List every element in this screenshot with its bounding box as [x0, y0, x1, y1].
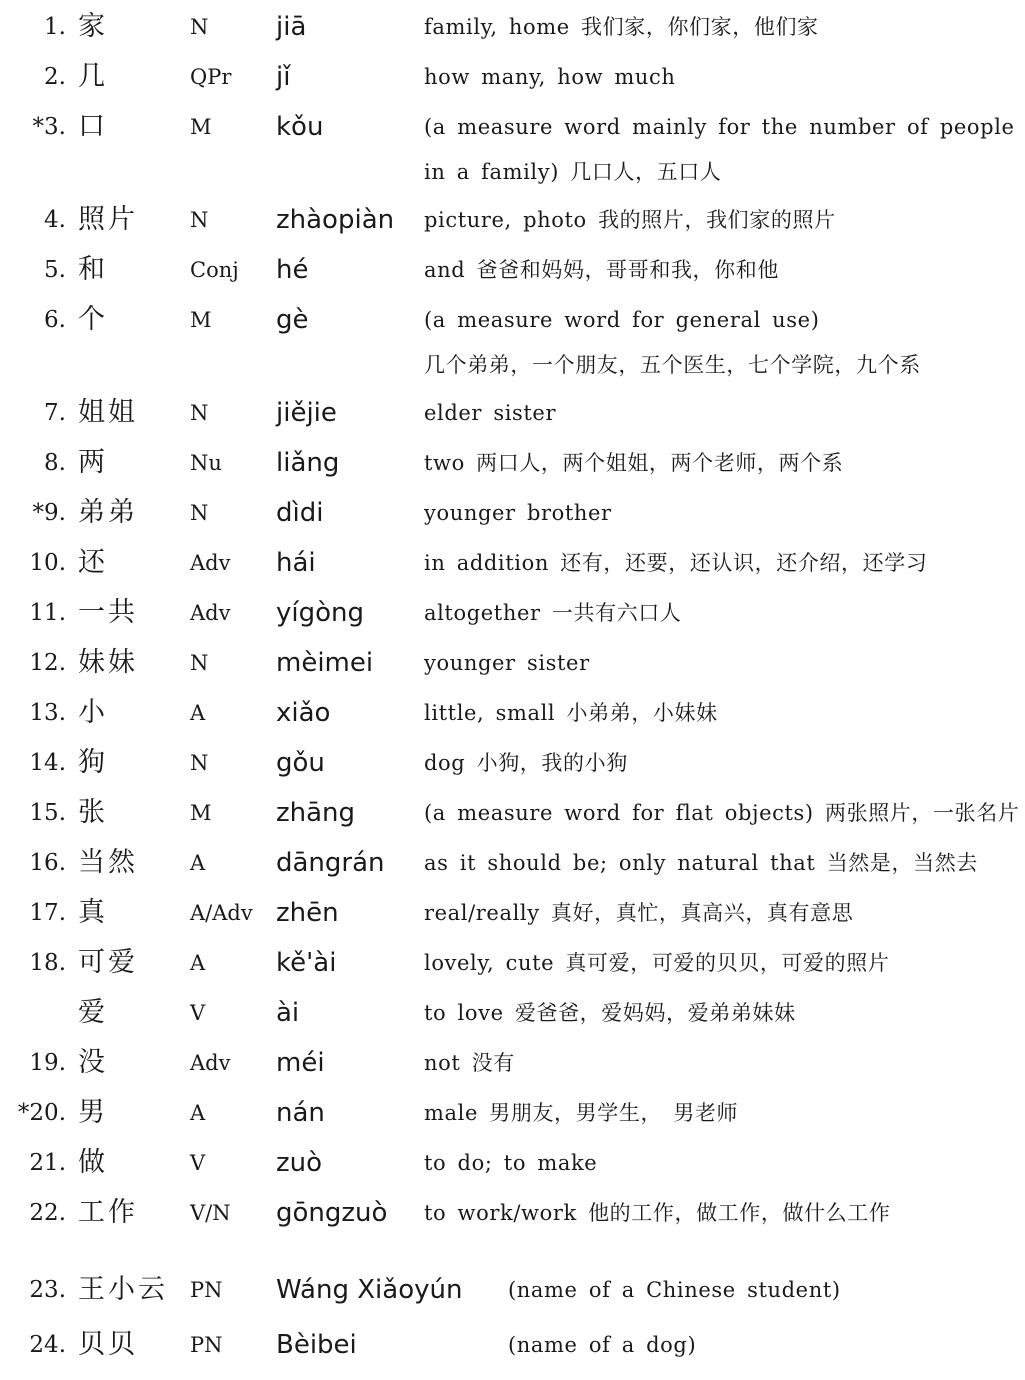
- entry-part-of-speech: A: [190, 1101, 206, 1125]
- entry-part-of-speech: V: [190, 1001, 206, 1025]
- entry-pinyin: kǒu: [276, 112, 324, 142]
- entry-gloss: real/really 真好，真忙，真高兴，真有意思: [424, 901, 854, 925]
- vocab-line: [0, 893, 1025, 933]
- vocab-line: [0, 1270, 1025, 1310]
- entry-word: 张: [78, 797, 108, 828]
- entry-word: 几: [78, 61, 108, 92]
- entry-word: 妹妹: [78, 647, 138, 678]
- entry-gloss: dog 小狗，我的小狗: [424, 751, 628, 775]
- entry-number: 21.: [29, 1150, 66, 1176]
- entry-pinyin: gōngzuò: [276, 1198, 388, 1228]
- entry-part-of-speech: N: [190, 651, 209, 675]
- vocab-line: [0, 1043, 1025, 1083]
- vocab-line: [0, 1193, 1025, 1233]
- entry-part-of-speech: QPr: [190, 65, 232, 89]
- entry-part-of-speech: A: [190, 851, 206, 875]
- vocab-line: [0, 345, 1025, 385]
- entry-pinyin: kě'ài: [276, 948, 337, 978]
- entry-part-of-speech: PN: [190, 1278, 223, 1302]
- entry-number: 16.: [29, 850, 66, 876]
- entry-gloss: as it should be; only natural that 当然是，当然去: [424, 851, 978, 875]
- entry-part-of-speech: A/Adv: [190, 901, 253, 925]
- vocab-line: [0, 643, 1025, 683]
- entry-pinyin: méi: [276, 1048, 325, 1078]
- entry-number: 4.: [44, 207, 66, 233]
- vocab-line: [0, 793, 1025, 833]
- entry-part-of-speech: N: [190, 501, 209, 525]
- entry-word: 一共: [78, 597, 138, 628]
- entry-gloss: younger sister: [424, 651, 590, 675]
- entry-part-of-speech: Nu: [190, 451, 222, 475]
- vocab-line: [0, 843, 1025, 883]
- entry-number: 1.: [44, 14, 66, 40]
- entry-gloss: not 没有: [424, 1051, 515, 1075]
- vocab-line: [0, 200, 1025, 240]
- entry-gloss: to love 爱爸爸，爱妈妈，爱弟弟妹妹: [424, 1001, 796, 1025]
- entry-gloss: (name of a dog): [508, 1333, 697, 1357]
- entry-word: 和: [78, 254, 108, 285]
- entry-gloss: to work/work 他的工作，做工作，做什么工作: [424, 1201, 891, 1225]
- entry-number: 6.: [44, 307, 66, 333]
- entry-word: 个: [78, 304, 108, 335]
- vocab-line: [0, 152, 1025, 192]
- vocab-line: [0, 493, 1025, 533]
- entry-pinyin: nán: [276, 1098, 325, 1128]
- entry-gloss: elder sister: [424, 401, 557, 425]
- entry-part-of-speech: M: [190, 308, 212, 332]
- entry-word: 贝贝: [78, 1329, 138, 1360]
- entry-pinyin: zhēn: [276, 898, 339, 928]
- entry-gloss: in a family) 几口人，五口人: [424, 160, 722, 184]
- entry-gloss: younger brother: [424, 501, 612, 525]
- entry-word: 当然: [78, 847, 138, 878]
- entry-gloss: little, small 小弟弟，小妹妹: [424, 701, 718, 725]
- entry-pinyin: ài: [276, 998, 300, 1028]
- entry-pinyin: mèimei: [276, 648, 374, 678]
- entry-pinyin: zhāng: [276, 798, 356, 828]
- entry-number: 24.: [29, 1332, 66, 1358]
- entry-word: 姐姐: [78, 397, 138, 428]
- entry-word: 家: [78, 11, 108, 42]
- entry-number: 19.: [29, 1050, 66, 1076]
- entry-word: 男: [78, 1097, 108, 1128]
- entry-word: 小: [78, 697, 108, 728]
- entry-number: 17.: [29, 900, 66, 926]
- entry-word: 王小云: [78, 1274, 168, 1305]
- vocab-line: [0, 743, 1025, 783]
- entry-part-of-speech: M: [190, 115, 212, 139]
- entry-pinyin: xiǎo: [276, 698, 331, 728]
- entry-part-of-speech: A: [190, 951, 206, 975]
- vocab-line: [0, 943, 1025, 983]
- entry-part-of-speech: V/N: [190, 1201, 231, 1225]
- entry-pinyin: dāngrán: [276, 848, 385, 878]
- entry-pinyin: zuò: [276, 1148, 323, 1178]
- entry-pinyin: yígòng: [276, 598, 365, 628]
- entry-number: 22.: [29, 1200, 66, 1226]
- entry-pinyin: gè: [276, 305, 309, 335]
- entry-word: 照片: [78, 204, 138, 235]
- entry-number: *3.: [32, 114, 66, 140]
- entry-number: *20.: [17, 1100, 66, 1126]
- entry-gloss: to do; to make: [424, 1151, 598, 1175]
- entry-gloss: lovely, cute 真可爱，可爱的贝贝，可爱的照片: [424, 951, 890, 975]
- entry-pinyin: jǐ: [276, 62, 291, 92]
- entry-number: 5.: [44, 257, 66, 283]
- entry-number: 12.: [29, 650, 66, 676]
- entry-gloss: picture, photo 我的照片，我们家的照片: [424, 208, 836, 232]
- entry-part-of-speech: Adv: [190, 601, 231, 625]
- entry-number: 18.: [29, 950, 66, 976]
- entry-part-of-speech: N: [190, 401, 209, 425]
- entry-pinyin: jiějie: [276, 398, 337, 428]
- vocab-line: [0, 693, 1025, 733]
- entry-word: 口: [78, 111, 108, 142]
- entry-part-of-speech: PN: [190, 1333, 223, 1357]
- entry-pinyin: dìdi: [276, 498, 324, 528]
- entry-number: 13.: [29, 700, 66, 726]
- entry-word: 可爱: [78, 947, 138, 978]
- entry-part-of-speech: Adv: [190, 551, 231, 575]
- vocab-line: [0, 593, 1025, 633]
- entry-gloss: and 爸爸和妈妈，哥哥和我，你和他: [424, 258, 779, 282]
- entry-gloss: (a measure word for flat objects) 两张照片，一张名片: [424, 801, 1020, 825]
- entry-gloss: two 两口人，两个姐姐，两个老师，两个系: [424, 451, 844, 475]
- entry-word: 工作: [78, 1197, 138, 1228]
- entry-gloss: how many, how much: [424, 65, 676, 89]
- entry-pinyin: liǎng: [276, 448, 340, 478]
- entry-gloss: family, home 我们家，你们家，他们家: [424, 15, 819, 39]
- entry-gloss: (a measure word mainly for the number of people: [424, 115, 1015, 139]
- entry-pinyin: zhàopiàn: [276, 205, 395, 235]
- vocab-line: [0, 57, 1025, 97]
- entry-pinyin: hé: [276, 255, 309, 285]
- entry-part-of-speech: N: [190, 15, 209, 39]
- vocab-line: [0, 1325, 1025, 1365]
- vocab-line: [0, 993, 1025, 1033]
- entry-number: 11.: [29, 600, 66, 626]
- entry-part-of-speech: M: [190, 801, 212, 825]
- vocab-line: [0, 107, 1025, 147]
- entry-word: 弟弟: [78, 497, 138, 528]
- entry-gloss: in addition 还有，还要，还认识，还介绍，还学习: [424, 551, 928, 575]
- entry-word: 两: [78, 447, 108, 478]
- entry-pinyin: Wáng Xiǎoyún: [276, 1275, 463, 1305]
- entry-number: 10.: [29, 550, 66, 576]
- entry-number: 15.: [29, 800, 66, 826]
- vocab-line: [0, 1143, 1025, 1183]
- entry-number: 7.: [44, 400, 66, 426]
- entry-number: 8.: [44, 450, 66, 476]
- entry-number: 14.: [29, 750, 66, 776]
- vocab-line: [0, 1093, 1025, 1133]
- entry-number: *9.: [32, 500, 66, 526]
- vocab-line: [0, 250, 1025, 290]
- entry-pinyin: gǒu: [276, 748, 325, 778]
- entry-part-of-speech: Conj: [190, 258, 239, 282]
- entry-gloss: (a measure word for general use): [424, 308, 820, 332]
- entry-pinyin: jiā: [276, 12, 307, 42]
- entry-gloss: (name of a Chinese student): [508, 1278, 841, 1302]
- entry-gloss: 几个弟弟，一个朋友，五个医生，七个学院，九个系: [424, 353, 921, 377]
- entry-part-of-speech: V: [190, 1151, 206, 1175]
- vocab-line: [0, 7, 1025, 47]
- vocab-line: [0, 393, 1025, 433]
- entry-pinyin: hái: [276, 548, 316, 578]
- vocab-line: [0, 443, 1025, 483]
- entry-word: 没: [78, 1047, 108, 1078]
- entry-part-of-speech: N: [190, 208, 209, 232]
- entry-word: 狗: [78, 747, 108, 778]
- entry-number: 2.: [44, 64, 66, 90]
- entry-part-of-speech: A: [190, 701, 206, 725]
- entry-word: 爱: [78, 997, 108, 1028]
- entry-word: 还: [78, 547, 108, 578]
- vocab-line: [0, 543, 1025, 583]
- entry-word: 做: [78, 1147, 108, 1178]
- entry-gloss: male 男朋友，男学生， 男老师: [424, 1101, 739, 1125]
- entry-pinyin: Bèibei: [276, 1330, 357, 1360]
- vocab-line: [0, 300, 1025, 340]
- entry-number: 23.: [29, 1277, 66, 1303]
- entry-part-of-speech: N: [190, 751, 209, 775]
- entry-part-of-speech: Adv: [190, 1051, 231, 1075]
- entry-gloss: altogether 一共有六口人: [424, 601, 682, 625]
- entry-word: 真: [78, 897, 108, 928]
